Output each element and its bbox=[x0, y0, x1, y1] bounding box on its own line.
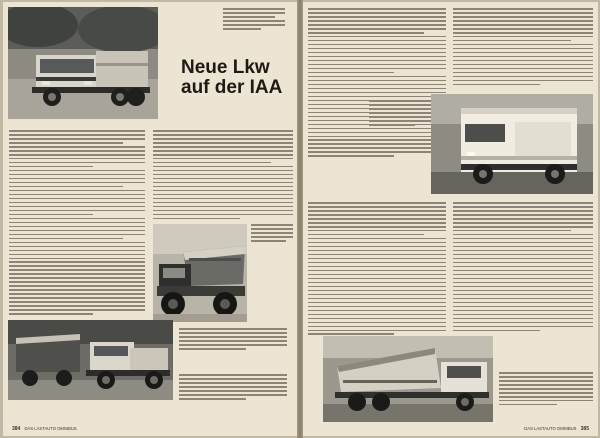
right-page-footer bbox=[524, 426, 592, 432]
right-footer-magazine: DAS LASTAUTO OMNIBUS bbox=[524, 426, 577, 431]
body-text-column-1 bbox=[9, 130, 145, 317]
headline-line-2: auf der IAA bbox=[181, 77, 283, 98]
photo-dump-truck bbox=[153, 224, 247, 322]
photo-delivery-van bbox=[431, 94, 593, 194]
right-page-number: 385 bbox=[580, 426, 589, 432]
photo-krupp-truck bbox=[8, 7, 158, 119]
left-page-number: 384 bbox=[12, 426, 21, 432]
right-body-text-column-2 bbox=[453, 8, 593, 88]
left-footer-magazine: DAS LASTAUTO OMNIBUS bbox=[24, 426, 77, 431]
caption-truck-trailer-placeholder bbox=[179, 374, 287, 402]
caption-dump-truck-placeholder bbox=[179, 328, 287, 352]
headline bbox=[181, 58, 296, 98]
caption-tipper-truck-placeholder bbox=[499, 372, 593, 408]
right-body-text-column-1 bbox=[308, 8, 446, 159]
right-page bbox=[303, 2, 598, 436]
left-page bbox=[3, 2, 297, 436]
photo-tipper-truck bbox=[323, 336, 493, 422]
caption-krupp-truck-placeholder bbox=[223, 8, 285, 32]
headline-line-1: Neue Lkw bbox=[181, 57, 270, 78]
left-page-footer bbox=[9, 426, 77, 432]
body-text-column-2 bbox=[153, 130, 293, 222]
right-body-text-column-1b bbox=[308, 202, 446, 337]
body-text-column-2b bbox=[251, 224, 293, 244]
right-body-text-column-2b bbox=[453, 202, 593, 333]
photo-truck-trailer bbox=[8, 320, 173, 400]
